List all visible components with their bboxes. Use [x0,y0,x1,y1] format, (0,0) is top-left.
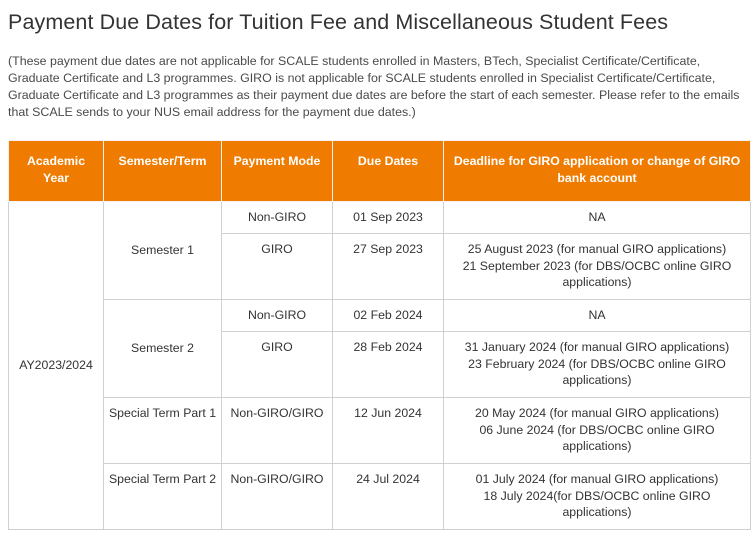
deadline-manual: 20 May 2024 (for manual GIRO applications) [474,406,719,420]
semester-cell: Special Term Part 1 [104,398,222,464]
due-date-cell: 27 Sep 2023 [333,234,444,300]
table-row [9,202,751,234]
payment-mode-cell: GIRO [222,234,333,300]
deadline-online: 23 February 2024 (for DBS/OCBC online GIRO applications) [468,356,726,387]
semester-cell: Special Term Part 2 [104,464,222,530]
payment-mode-cell: Non-GIRO/GIRO [222,398,333,464]
payment-due-dates-table [8,140,751,530]
header-semester-term: Semester/Term [104,141,222,202]
deadline-cell: NA [444,300,751,332]
semester-cell: Semester 2 [104,300,222,398]
table-header-row [9,141,751,202]
table-row [9,300,751,332]
payment-mode-cell: GIRO [222,332,333,398]
due-date-cell: 28 Feb 2024 [333,332,444,398]
table-row [9,398,751,464]
due-date-cell: 01 Sep 2023 [333,202,444,234]
semester-cell: Semester 1 [104,202,222,300]
deadline-cell [444,464,751,530]
page-title: Payment Due Dates for Tuition Fee and Miscellaneous Student Fees [8,10,669,34]
deadline-manual: 31 January 2024 (for manual GIRO applications) [464,340,730,354]
header-payment-mode: Payment Mode [222,141,333,202]
deadline-manual: 25 August 2023 (for manual GIRO applications) [467,242,727,256]
payment-mode-cell: Non-GIRO [222,202,333,234]
deadline-cell [444,398,751,464]
deadline-online: 21 September 2023 (for DBS/OCBC online GIRO applications) [462,258,732,289]
due-date-cell: 02 Feb 2024 [333,300,444,332]
header-giro-deadline: Deadline for GIRO application or change of GIRO bank account [444,141,751,202]
deadline-cell: NA [444,202,751,234]
payment-mode-cell: Non-GIRO [222,300,333,332]
deadline-cell [444,332,751,398]
deadline-online: 06 June 2024 (for DBS/OCBC online GIRO applications) [479,422,715,453]
table-row [9,464,751,530]
due-date-cell: 24 Jul 2024 [333,464,444,530]
academic-year-cell: AY2023/2024 [9,202,104,530]
applicability-note: (These payment due dates are not applicable for SCALE students enrolled in Masters, BTech, Specialist Certificate/Certificate, Graduate Certificate and L3 programmes. GIRO is not applicable for SCALE students enrolled in Specialist Certificate/Certificate, Graduate Certificate and L3 programmes as their payment due dates are before the start of each semester. Please refer to the emails that SCALE sends to your NUS email address for the payment due dates.) [8,54,740,119]
deadline-online: 18 July 2024(for DBS/OCBC online GIRO applications) [483,488,711,519]
deadline-manual: 01 July 2024 (for manual GIRO applications) [475,472,719,486]
payment-mode-cell: Non-GIRO/GIRO [222,464,333,530]
due-date-cell: 12 Jun 2024 [333,398,444,464]
header-academic-year: Academic Year [9,141,104,202]
deadline-cell [444,234,751,300]
header-due-dates: Due Dates [333,141,444,202]
